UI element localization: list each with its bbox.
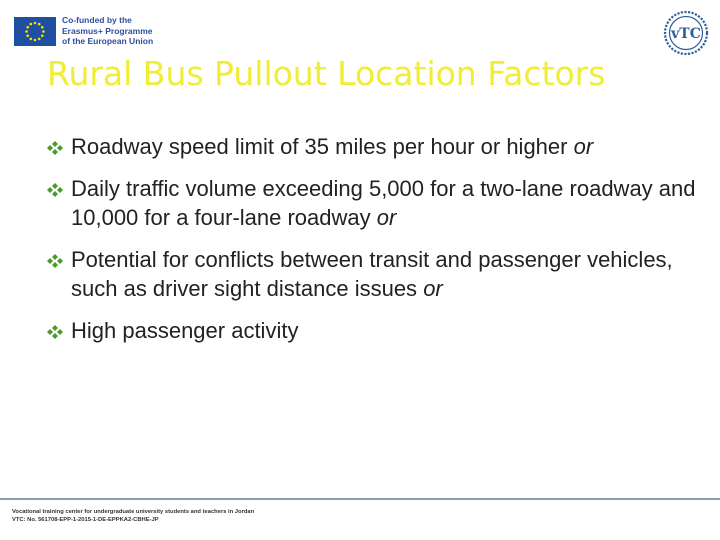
bullet-conjunction: or (573, 134, 594, 159)
bullet-conjunction: or (423, 276, 443, 301)
bullet-list (47, 132, 707, 345)
eu-text-line: Co-funded by the (62, 15, 132, 25)
list-item (47, 174, 707, 232)
eu-cofunded-text (62, 15, 172, 47)
checkmark-diamond-bullet-icon (47, 324, 63, 340)
slide-footer (12, 509, 712, 524)
footer-line: Vocational training center for undergraduate university students and teachers in Jordan (12, 509, 255, 515)
slide-title: Rural Bus Pullout Location Factors (47, 54, 606, 93)
slide-header (0, 0, 720, 58)
list-item (47, 316, 707, 345)
bullet-text: Roadway speed limit of 35 miles per hour or higher (71, 134, 568, 159)
footer-line: VTC: No. 561708-EPP-1-2015-1-DE-EPPKA2-CBHE-JP (12, 516, 159, 523)
eu-text-line: of the European Union (62, 36, 154, 46)
vtc-logo-icon (660, 10, 712, 56)
svg-text:vTC: vTC (671, 26, 701, 42)
bullet-conjunction: or (376, 205, 397, 230)
eu-text-line: Erasmus+ Programme (62, 25, 153, 36)
bullet-text: Potential for conflicts between transit and passenger vehicles, such as driver sight distance issues (71, 247, 673, 301)
list-item (47, 245, 707, 303)
bullet-text: Daily traffic volume exceeding 5,000 for a two-lane roadway and 10,000 for a four-lane roadway (71, 176, 696, 230)
bullet-text: High passenger activity (71, 318, 299, 343)
checkmark-diamond-bullet-icon (47, 140, 63, 156)
footer-divider (0, 498, 720, 500)
checkmark-diamond-bullet-icon (47, 253, 63, 269)
checkmark-diamond-bullet-icon (47, 182, 63, 198)
list-item (47, 132, 707, 161)
eu-flag-icon (14, 17, 56, 46)
